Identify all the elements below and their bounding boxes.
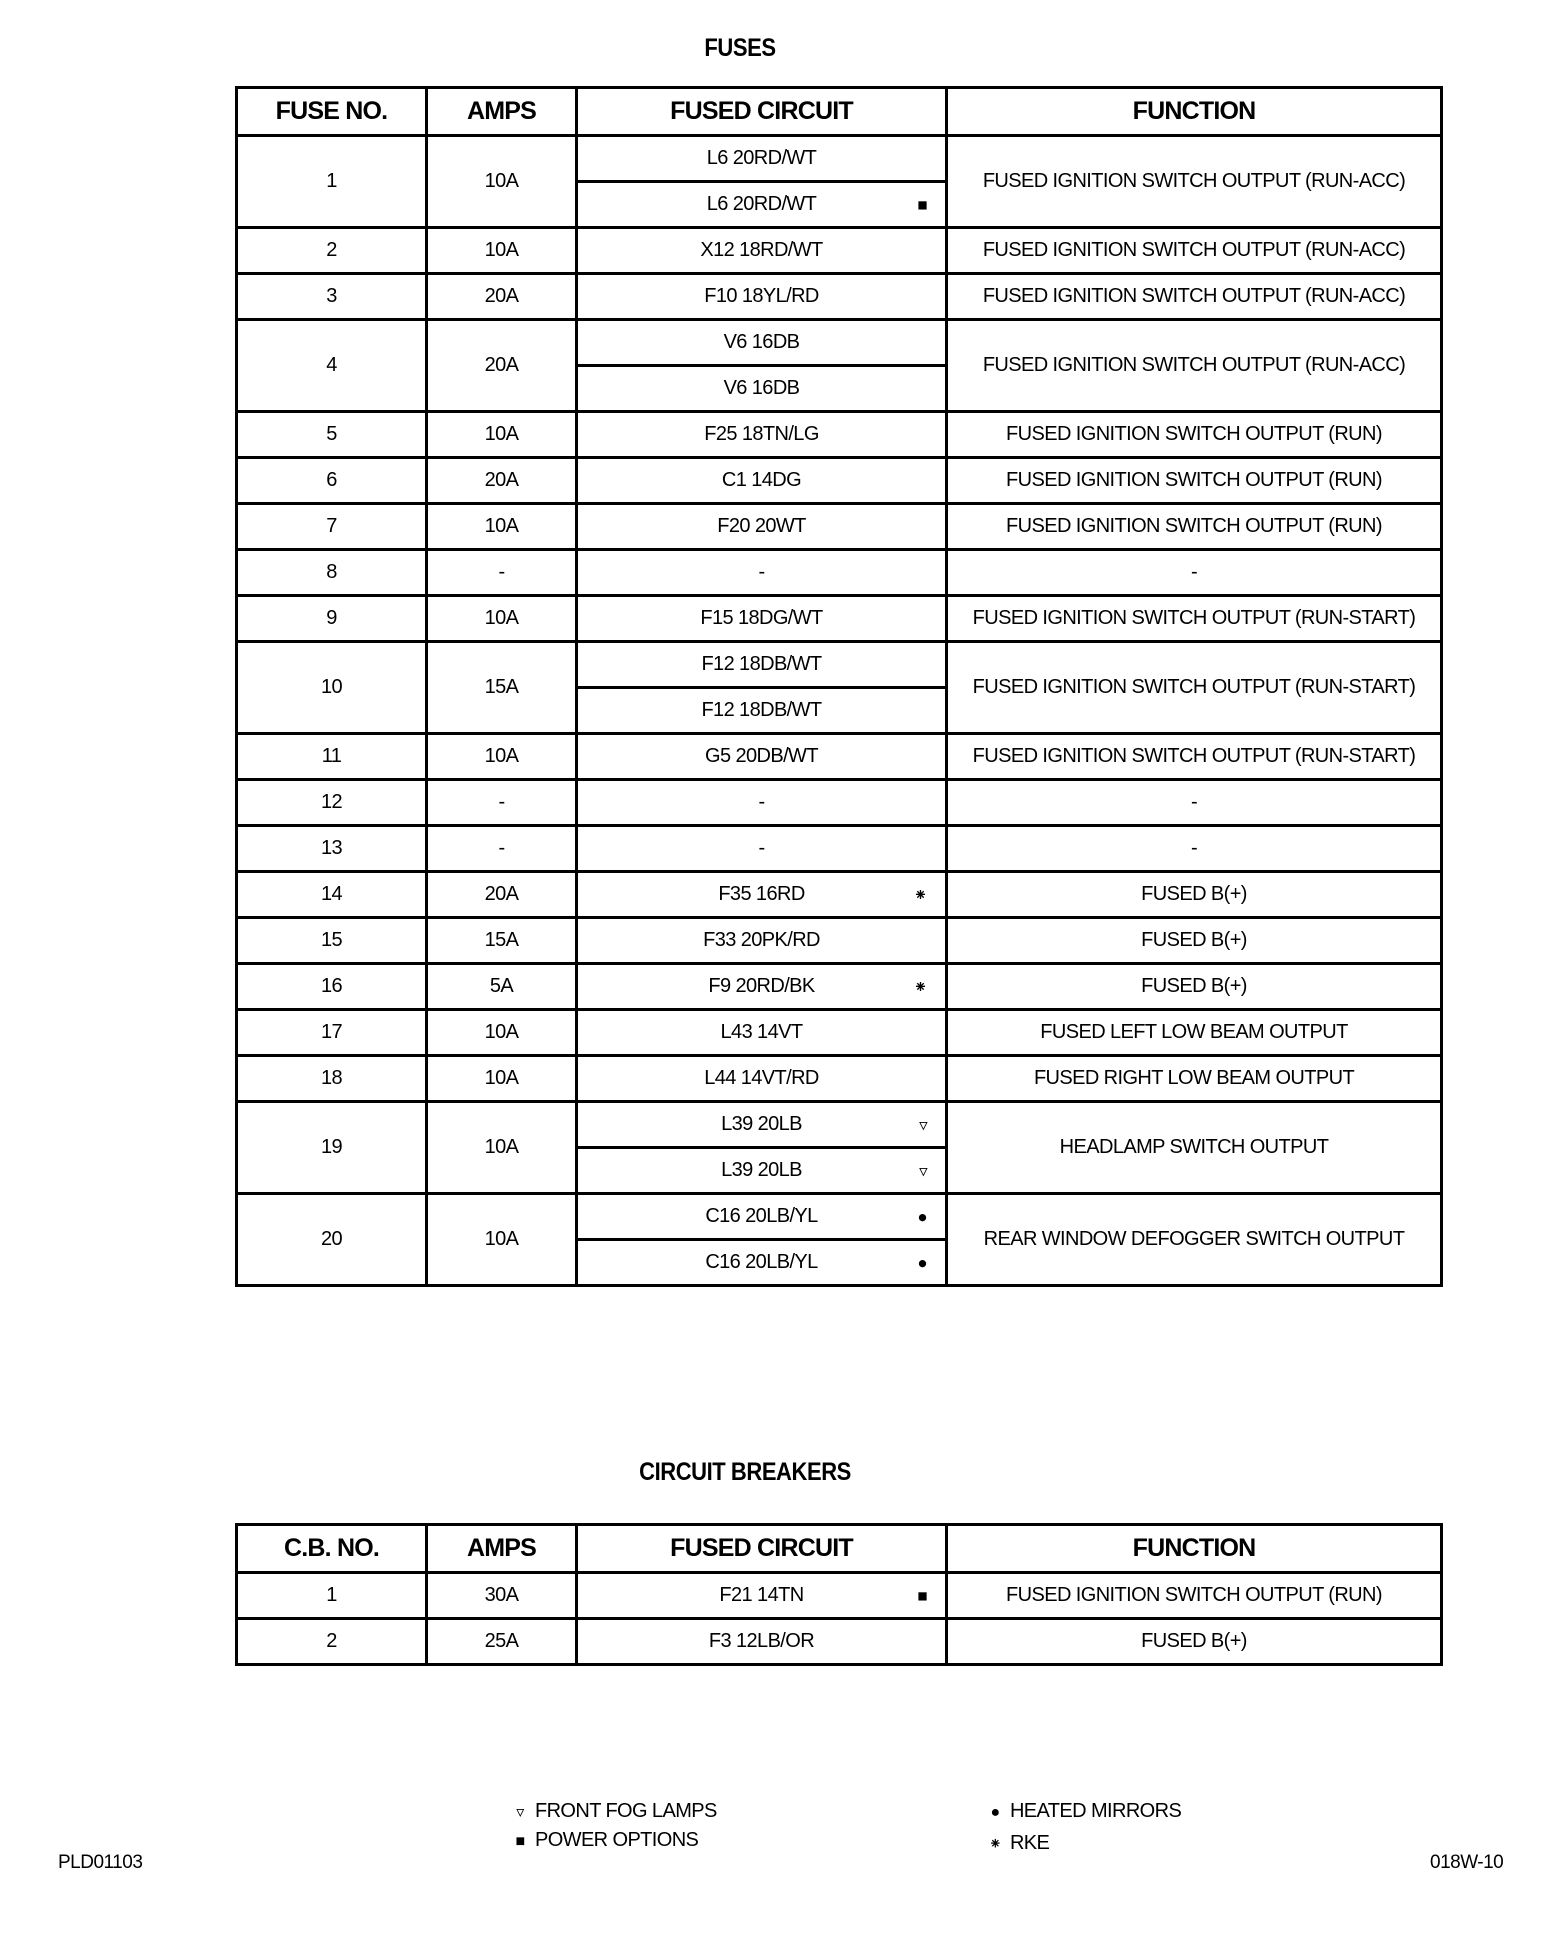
circuit-label: C1 14DG <box>721 469 802 491</box>
number-cell: 11 <box>237 734 427 780</box>
number-cell: 16 <box>237 964 427 1010</box>
legend-heated-mirrors <box>985 1800 1181 1823</box>
function-cell: - <box>947 550 1442 596</box>
amps-cell: - <box>427 780 577 826</box>
circuit-label: G5 20DB/WT <box>705 745 818 767</box>
circuit-label: L43 14VT <box>720 1021 803 1043</box>
fuse-row <box>237 826 1442 872</box>
circuit-label: F12 18DB/WT <box>701 699 822 721</box>
fuse-row <box>237 458 1442 504</box>
header-function: FUNCTION <box>947 88 1442 136</box>
fuse-row <box>237 504 1442 550</box>
figure-code-right: 018W-10 <box>1430 1852 1504 1873</box>
function-cell: FUSED IGNITION SWITCH OUTPUT (RUN-START) <box>947 734 1442 780</box>
circuit-label: L44 14VT/RD <box>704 1067 819 1089</box>
fused-circuit-cell <box>577 228 947 274</box>
fused-circuit-cell <box>577 964 947 1010</box>
circuit-label: F15 18DG/WT <box>700 607 823 629</box>
circuit-breaker-row <box>237 1619 1442 1665</box>
header-fuse-no: FUSE NO. <box>237 88 427 136</box>
function-cell: FUSED RIGHT LOW BEAM OUTPUT <box>947 1056 1442 1102</box>
number-cell: 2 <box>237 228 427 274</box>
number-cell: 20 <box>237 1194 427 1286</box>
amps-cell: - <box>427 550 577 596</box>
amps-cell: 10A <box>427 1102 577 1194</box>
legend-label: RKE <box>1009 1832 1050 1854</box>
circuit-label: - <box>758 561 765 583</box>
fuse-row <box>237 136 1442 182</box>
fused-circuit-cell <box>577 1102 947 1148</box>
number-cell: 18 <box>237 1056 427 1102</box>
function-cell: FUSED IGNITION SWITCH OUTPUT (RUN-ACC) <box>947 274 1442 320</box>
fuse-table <box>235 86 1443 1287</box>
function-cell: FUSED IGNITION SWITCH OUTPUT (RUN) <box>947 1573 1442 1619</box>
number-cell: 19 <box>237 1102 427 1194</box>
fused-circuit-cell <box>577 918 947 964</box>
legend-rke <box>985 1832 1049 1855</box>
amps-cell: 25A <box>427 1619 577 1665</box>
function-cell: REAR WINDOW DEFOGGER SWITCH OUTPUT <box>947 1194 1442 1286</box>
amps-cell: 20A <box>427 320 577 412</box>
fuses-title: FUSES <box>704 34 776 62</box>
fuse-row <box>237 1056 1442 1102</box>
fuse-table-header <box>237 88 1442 136</box>
fused-circuit-cell <box>577 642 947 688</box>
function-cell: FUSED B(+) <box>947 964 1442 1010</box>
fused-circuit-cell <box>577 366 947 412</box>
number-cell: 2 <box>237 1619 427 1665</box>
number-cell: 15 <box>237 918 427 964</box>
fuse-row <box>237 596 1442 642</box>
number-cell: 6 <box>237 458 427 504</box>
circuit-label: F3 12LB/OR <box>708 1630 815 1652</box>
fuse-row <box>237 550 1442 596</box>
amps-cell: 10A <box>427 504 577 550</box>
fused-circuit-cell <box>577 1194 947 1240</box>
number-cell: 8 <box>237 550 427 596</box>
fuse-row <box>237 918 1442 964</box>
circuit-label: F35 16RD <box>718 883 805 905</box>
amps-cell: 20A <box>427 458 577 504</box>
circuit-label: F25 18TN/LG <box>704 423 819 445</box>
header-function: FUNCTION <box>947 1525 1442 1573</box>
number-cell: 4 <box>237 320 427 412</box>
amps-cell: 30A <box>427 1573 577 1619</box>
function-cell: FUSED IGNITION SWITCH OUTPUT (RUN) <box>947 504 1442 550</box>
amps-cell: 10A <box>427 412 577 458</box>
legend-label: HEATED MIRRORS <box>1009 1800 1182 1822</box>
cb-table-header <box>237 1525 1442 1573</box>
number-cell: 7 <box>237 504 427 550</box>
square-icon: ■ <box>515 1833 525 1850</box>
fuse-row <box>237 412 1442 458</box>
amps-cell: 10A <box>427 1010 577 1056</box>
fused-circuit-cell <box>577 550 947 596</box>
triangle-down-icon: ▿ <box>919 1161 927 1180</box>
circuit-label: - <box>758 791 765 813</box>
fuse-row <box>237 274 1442 320</box>
function-cell: FUSED B(+) <box>947 918 1442 964</box>
circuit-label: L6 20RD/WT <box>706 193 817 215</box>
fused-circuit-cell <box>577 596 947 642</box>
header-cb-no: C.B. NO. <box>237 1525 427 1573</box>
function-cell: FUSED IGNITION SWITCH OUTPUT (RUN) <box>947 458 1442 504</box>
function-cell: - <box>947 826 1442 872</box>
number-cell: 10 <box>237 642 427 734</box>
circuit-label: V6 16DB <box>723 377 800 399</box>
fused-circuit-cell <box>577 1148 947 1194</box>
amps-cell: 20A <box>427 274 577 320</box>
amps-cell: 10A <box>427 1056 577 1102</box>
function-cell: FUSED IGNITION SWITCH OUTPUT (RUN-START) <box>947 596 1442 642</box>
fuse-row <box>237 964 1442 1010</box>
amps-cell: 15A <box>427 918 577 964</box>
number-cell: 13 <box>237 826 427 872</box>
asterisk-icon: ⁕ <box>913 977 927 996</box>
circuit-label: L39 20LB <box>721 1113 802 1135</box>
fuse-row <box>237 320 1442 366</box>
fused-circuit-cell <box>577 136 947 182</box>
fuse-row <box>237 1102 1442 1148</box>
fused-circuit-cell <box>577 1619 947 1665</box>
header-amps: AMPS <box>427 88 577 136</box>
circuit-label: C16 20LB/YL <box>705 1205 818 1227</box>
circuit-label: F10 18YL/RD <box>704 285 819 307</box>
fuse-row <box>237 642 1442 688</box>
circuit-label: F12 18DB/WT <box>701 653 822 675</box>
fused-circuit-cell <box>577 320 947 366</box>
amps-cell: 10A <box>427 136 577 228</box>
triangle-down-icon: ▿ <box>516 1804 524 1821</box>
function-cell: FUSED IGNITION SWITCH OUTPUT (RUN-ACC) <box>947 136 1442 228</box>
amps-cell: 15A <box>427 642 577 734</box>
number-cell: 1 <box>237 1573 427 1619</box>
circuit-label: V6 16DB <box>723 331 800 353</box>
amps-cell: 10A <box>427 1194 577 1286</box>
amps-cell: 10A <box>427 228 577 274</box>
fused-circuit-cell <box>577 734 947 780</box>
circuit-breaker-table <box>235 1523 1443 1666</box>
circuit-label: - <box>758 837 765 859</box>
amps-cell: 10A <box>427 734 577 780</box>
figure-code-left: PLD01103 <box>58 1852 143 1873</box>
function-cell: FUSED IGNITION SWITCH OUTPUT (RUN-START) <box>947 642 1442 734</box>
fused-circuit-cell <box>577 412 947 458</box>
circuit-label: F33 20PK/RD <box>703 929 820 951</box>
fused-circuit-cell <box>577 1056 947 1102</box>
legend-label: FRONT FOG LAMPS <box>534 1800 717 1822</box>
function-cell: FUSED IGNITION SWITCH OUTPUT (RUN-ACC) <box>947 320 1442 412</box>
fused-circuit-cell <box>577 780 947 826</box>
asterisk-icon: ⁕ <box>913 885 927 904</box>
circuit-label: F9 20RD/BK <box>708 975 815 997</box>
function-cell: - <box>947 780 1442 826</box>
triangle-down-icon: ▿ <box>919 1115 927 1134</box>
number-cell: 14 <box>237 872 427 918</box>
legend-label: POWER OPTIONS <box>534 1829 699 1851</box>
function-cell: FUSED IGNITION SWITCH OUTPUT (RUN-ACC) <box>947 228 1442 274</box>
legend-power-options <box>510 1829 698 1852</box>
fuse-row <box>237 228 1442 274</box>
fused-circuit-cell <box>577 688 947 734</box>
function-cell: HEADLAMP SWITCH OUTPUT <box>947 1102 1442 1194</box>
fused-circuit-cell <box>577 504 947 550</box>
fuse-row <box>237 1194 1442 1240</box>
circuit-label: L6 20RD/WT <box>706 147 817 169</box>
circuit-label: X12 18RD/WT <box>700 239 823 261</box>
amps-cell: - <box>427 826 577 872</box>
circuit-label: L39 20LB <box>721 1159 802 1181</box>
number-cell: 9 <box>237 596 427 642</box>
fuse-row <box>237 872 1442 918</box>
amps-cell: 10A <box>427 596 577 642</box>
amps-cell: 20A <box>427 872 577 918</box>
fused-circuit-cell <box>577 1010 947 1056</box>
square-icon: ■ <box>917 1586 927 1605</box>
circuit-label: F20 20WT <box>717 515 806 537</box>
fused-circuit-cell <box>577 826 947 872</box>
dot-icon: ● <box>917 1253 927 1272</box>
fused-circuit-cell <box>577 458 947 504</box>
header-amps: AMPS <box>427 1525 577 1573</box>
fuse-row <box>237 1010 1442 1056</box>
circuit-breaker-row <box>237 1573 1442 1619</box>
fused-circuit-cell <box>577 182 947 228</box>
function-cell: FUSED IGNITION SWITCH OUTPUT (RUN) <box>947 412 1442 458</box>
header-fused-circuit: FUSED CIRCUIT <box>577 88 947 136</box>
circuit-label: F21 14TN <box>719 1584 804 1606</box>
circuit-label: C16 20LB/YL <box>705 1251 818 1273</box>
legend-front-fog-lamps <box>510 1800 717 1823</box>
asterisk-icon: ⁕ <box>988 1836 1002 1853</box>
dot-icon: ● <box>917 1207 927 1226</box>
fused-circuit-cell <box>577 872 947 918</box>
circuit-breakers-title: CIRCUIT BREAKERS <box>639 1458 851 1486</box>
number-cell: 1 <box>237 136 427 228</box>
function-cell: FUSED B(+) <box>947 872 1442 918</box>
header-fused-circuit: FUSED CIRCUIT <box>577 1525 947 1573</box>
function-cell: FUSED LEFT LOW BEAM OUTPUT <box>947 1010 1442 1056</box>
fused-circuit-cell <box>577 274 947 320</box>
number-cell: 12 <box>237 780 427 826</box>
function-cell: FUSED B(+) <box>947 1619 1442 1665</box>
number-cell: 5 <box>237 412 427 458</box>
number-cell: 3 <box>237 274 427 320</box>
fused-circuit-cell <box>577 1573 947 1619</box>
dot-icon: ● <box>990 1804 1000 1821</box>
square-icon: ■ <box>917 195 927 214</box>
amps-cell: 5A <box>427 964 577 1010</box>
number-cell: 17 <box>237 1010 427 1056</box>
fuse-row <box>237 780 1442 826</box>
fused-circuit-cell <box>577 1240 947 1286</box>
fuse-row <box>237 734 1442 780</box>
